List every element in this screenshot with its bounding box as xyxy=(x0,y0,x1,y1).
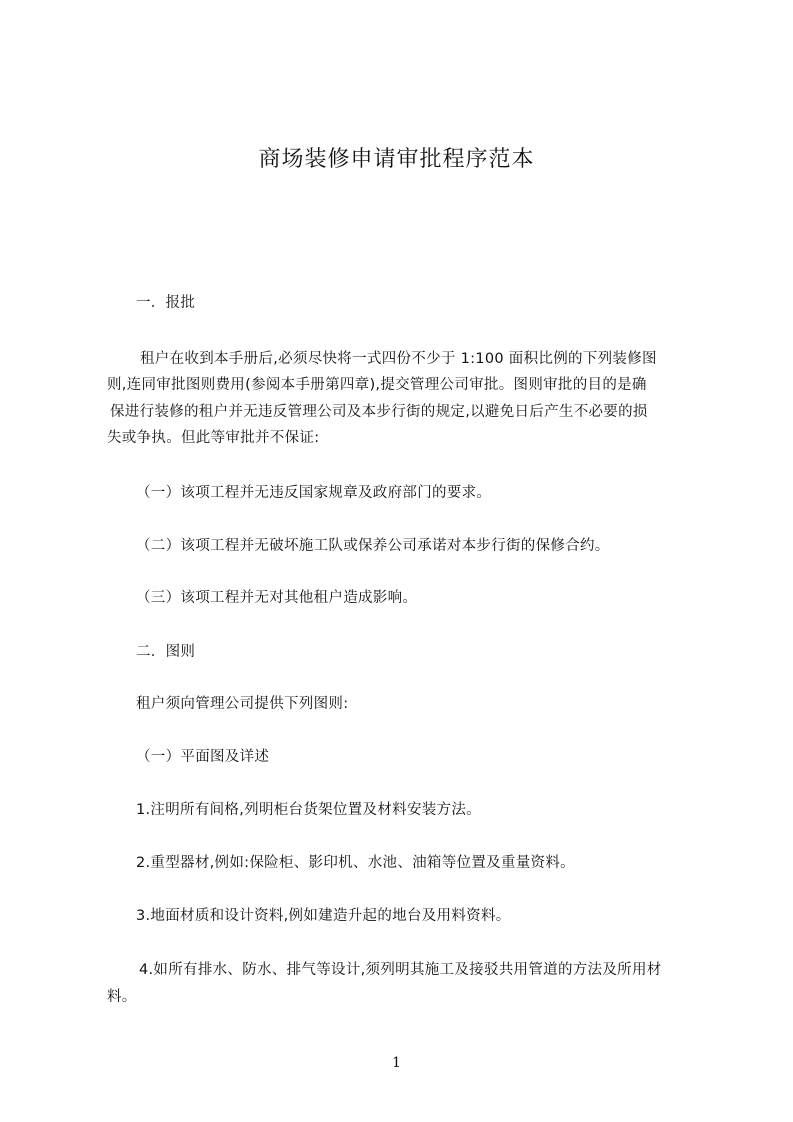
guarantee-item: （三）该项工程并无对其他租户造成影响。 xyxy=(136,590,418,606)
list-item: 4.如所有排水、防水、排气等设计,须列明其施工及接驳共用管道的方法及所用材 xyxy=(139,962,662,978)
section-heading-drawings: 二．图则 xyxy=(136,644,196,660)
document-title: 商场装修申请审批程序范本 xyxy=(258,147,535,172)
list-item: 1.注明所有间格,列明柜台货架位置及材料安装方法。 xyxy=(136,802,481,818)
paragraph-line: 失或争执。但此等审批并不保证: xyxy=(107,430,320,446)
paragraph-line: 则,连同审批图则费用(参阅本手册第四章),提交管理公司审批。图则审批的目的是确 xyxy=(107,377,647,393)
section-heading-approval: 一．报批 xyxy=(136,295,196,311)
page-number: 1 xyxy=(392,1055,401,1071)
list-item: 2.重型器材,例如:保险柜、影印机、水池、油箱等位置及重量资料。 xyxy=(136,855,575,871)
list-item: 3.地面材质和设计资料,例如建造升起的地台及用料资料。 xyxy=(136,908,511,924)
subsection-heading: （一）平面图及详述 xyxy=(136,749,270,765)
guarantee-item: （一）该项工程并无违反国家规章及政府部门的要求。 xyxy=(136,485,492,501)
guarantee-item: （二）该项工程并无破坏施工队或保养公司承诺对本步行街的保修合约。 xyxy=(136,538,610,554)
section-intro: 租户须向管理公司提供下列图则: xyxy=(136,696,349,712)
paragraph-line: 保进行装修的租户并无违反管理公司及本步行街的规定,以避免日后产生不必要的损 xyxy=(110,404,648,420)
paragraph-line: 租户在收到本手册后,必须尽快将一式四份不少于 1:100 面积比例的下列装修图 xyxy=(140,351,657,367)
list-item-continuation: 料。 xyxy=(107,989,137,1005)
